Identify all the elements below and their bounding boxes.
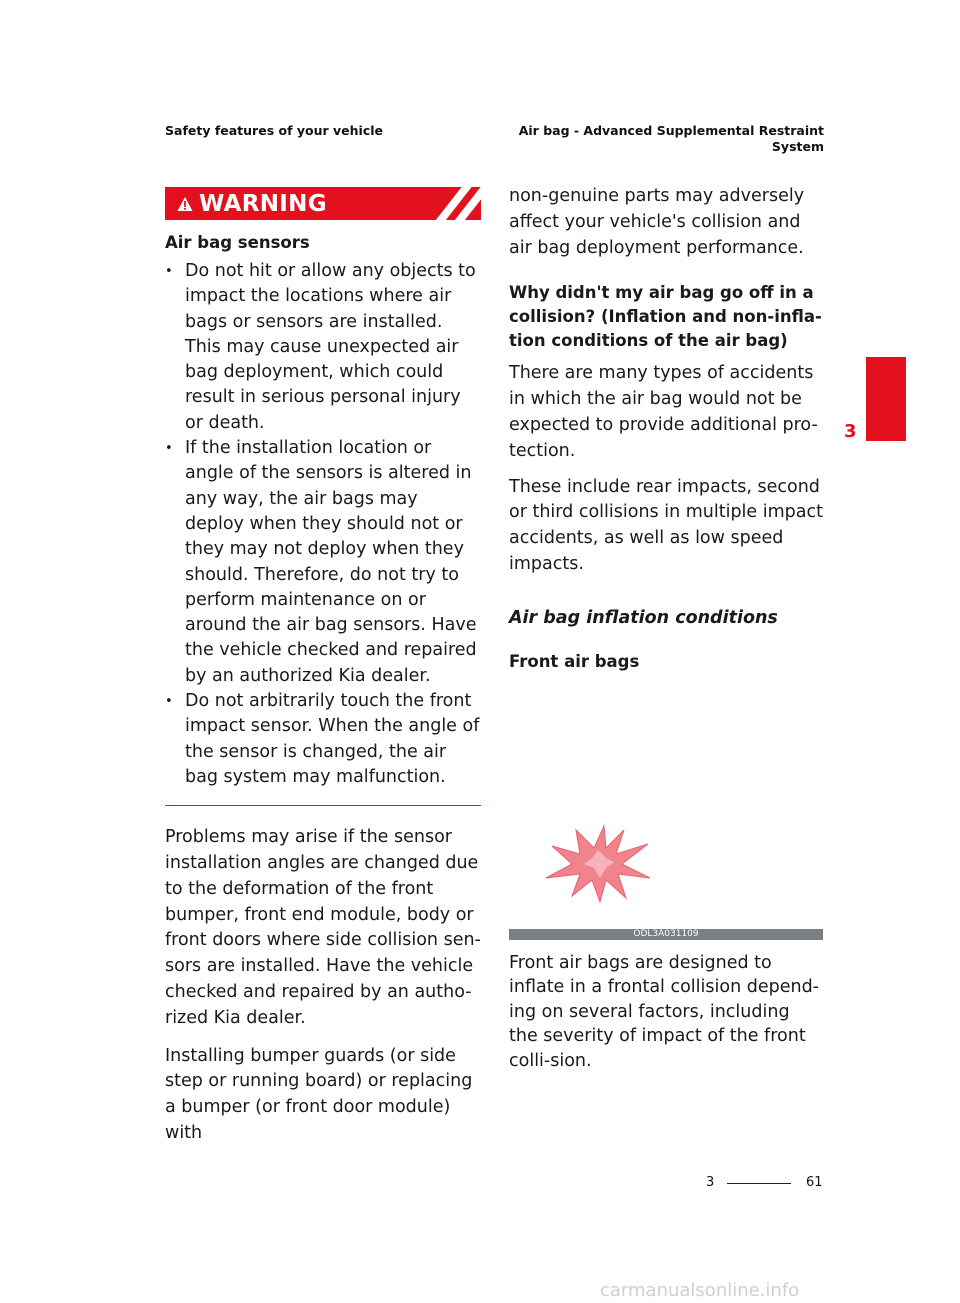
running-header-topic-line1: Air bag - Advanced Supplemental Restraint: [518, 123, 824, 138]
paragraph-accident-types: There are many types of accidents in which the air bag would not be expected to provide additional pro-tection.: [509, 363, 818, 461]
warning-end-rule: [165, 805, 481, 806]
warning-banner: [165, 187, 481, 220]
warning-item: • Do not arbitrarily touch the front impact sensor. When the angle of the sensor is changed, the air bag system may malfunction.: [165, 689, 481, 790]
footer-chapter: 3: [706, 1175, 715, 1190]
footer-divider: [727, 1183, 791, 1184]
paragraph-bumper-guards: Installing bumper guards (or side step or running board) or replacing a bumper (or front door module) with: [165, 1045, 473, 1143]
paragraph-sensor-problems: Problems may arise if the sensor installation angles are changed due to the deformation of the front bumper, front end module, body or front doors where side collision sen-sors are installed. Have the vehicle checked and repaired by an autho-rized Kia dealer.: [165, 827, 481, 1028]
heading-inflation-conditions: Air bag inflation conditions: [509, 607, 778, 628]
warning-item: • Do not hit or allow any objects to impact the locations where air bags or sensors are installed. This may cause unexpected air bag deployment, which could result in serious personal injury or death.: [165, 259, 481, 436]
warning-item: • If the installation location or angle of the sensors is altered in any way, the air bags may deploy when they should not or they may not deploy when they should. Therefore, do not try to perform maintenance on or around the air bag sensors. Have the vehicle checked and repaired by an authorized Kia dealer.: [165, 436, 481, 689]
warning-triangle-icon: [177, 196, 193, 212]
heading-front-air-bags: Front air bags: [509, 651, 640, 671]
footer-page-number: 61: [806, 1175, 823, 1190]
running-header-topic-line2: System: [771, 139, 824, 154]
paragraph-front-air-bags: Front air bags are designed to inflate in a frontal collision depend-ing on several factors, including the severity of impact of the front colli-sion.: [509, 952, 819, 1071]
warning-title: Air bag sensors: [165, 233, 310, 252]
paragraph-continuation: non-genuine parts may adversely affect your vehicle's collision and air bag deployment performance.: [509, 186, 805, 258]
warning-list: [165, 259, 481, 790]
impact-burst-icon: [542, 822, 654, 904]
figure-code-bar: ODL3A031109: [509, 929, 823, 940]
running-header-section: Safety features of your vehicle: [165, 123, 383, 138]
running-header-topic: [510, 123, 824, 155]
right-column: [509, 184, 823, 1073]
left-column: [165, 187, 481, 1147]
warning-label: WARNING: [199, 191, 327, 217]
watermark: carmanualsonline.info: [600, 1280, 800, 1301]
figure-frontal-impact: [509, 680, 823, 940]
chapter-tab-number: 3: [844, 421, 857, 442]
heading-why-no-deploy: Why didn't my air bag go off in a collision? (Inflation and non-infla-tion conditions of the air bag): [509, 283, 822, 351]
chapter-tab: [866, 357, 906, 441]
paragraph-rear-impacts: These include rear impacts, second or third collisions in multiple impact accidents, as well as low speed impacts.: [509, 476, 823, 574]
